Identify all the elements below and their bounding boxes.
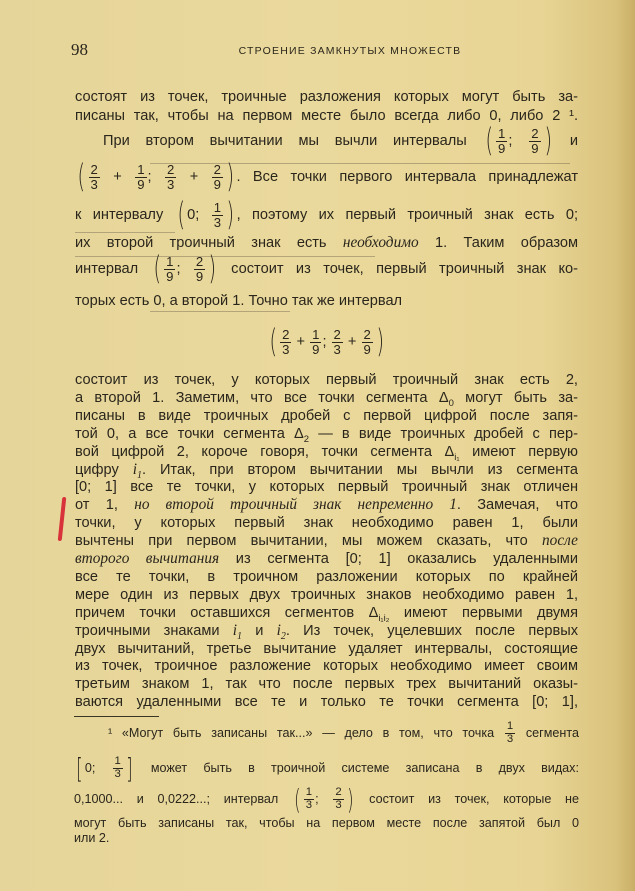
fraction <box>332 328 343 357</box>
running-header: СТРОЕНИЕ ЗАМКНУТЫХ МНОЖЕСТВ <box>238 45 462 57</box>
fraction-numerator: 1 <box>305 786 313 799</box>
bracket: ) <box>346 782 354 816</box>
text-line <box>75 568 578 586</box>
fraction <box>333 787 343 812</box>
text-line <box>75 496 578 514</box>
bracket: ) <box>226 195 235 234</box>
text-run: их второй троичный знак есть <box>75 235 343 251</box>
italic-run: после <box>541 532 578 550</box>
subscripted-symbol <box>444 443 460 463</box>
subscripted-symbol <box>294 425 310 445</box>
bracket: ( <box>485 121 493 160</box>
text-run: 0,1000... и 0,0222...; интервал <box>74 792 292 806</box>
fraction <box>529 127 540 156</box>
text-run: + <box>100 169 135 185</box>
text-line <box>75 478 578 496</box>
fraction-denominator: 9 <box>312 341 320 357</box>
text-run: имеют первыми двумя <box>389 604 578 621</box>
footnote-line <box>74 816 579 831</box>
fraction-denominator: 3 <box>335 799 342 812</box>
text-run: могут быть за- <box>453 389 578 406</box>
text-line <box>75 107 578 125</box>
text-line <box>75 693 578 711</box>
text-run: сегмента <box>516 726 579 740</box>
fraction-numerator: 2 <box>531 125 539 141</box>
subscripted-symbol <box>368 604 390 624</box>
fraction-numerator: 2 <box>195 253 204 269</box>
text-run: из точек, троичное разложение которых необходимо имеет своим <box>75 658 578 675</box>
fraction-denominator: 3 <box>90 176 98 192</box>
bracket: ) <box>208 249 217 288</box>
subscript: i₁i₂ <box>378 612 390 624</box>
italic-run: необходимо <box>342 234 419 251</box>
text-run: состоит из точек, которые не <box>355 792 579 806</box>
fraction <box>362 328 373 357</box>
fraction-denominator: 9 <box>166 268 174 284</box>
fraction-denominator: 9 <box>498 140 506 156</box>
fraction-denominator: 3 <box>114 768 121 781</box>
text-run: а второй 1. Заметим, что все точки сегмента <box>75 389 439 406</box>
text-run: или 2. <box>74 830 110 845</box>
fraction-numerator: 2 <box>282 326 290 342</box>
subscripted-symbol <box>276 621 286 642</box>
text-line <box>75 249 578 288</box>
fraction <box>135 163 146 192</box>
text-line <box>75 657 578 675</box>
text-line <box>75 514 578 532</box>
text-run: . Все точки первого интервала принадлежат <box>236 169 578 185</box>
fraction-numerator: 1 <box>506 720 514 733</box>
text-run: 1. Таким образом <box>418 235 578 251</box>
text-run: ваются удаленными все те и только те точки сегмента [0; 1], <box>75 694 578 711</box>
fraction <box>165 163 176 192</box>
text-run: причем точки оставшихся сегментов <box>75 604 369 621</box>
text-run: и <box>554 133 578 149</box>
text-run: , поэтому их первый троичный знак есть 0; <box>236 207 579 223</box>
page-number: 98 <box>71 40 88 59</box>
subscript: 2 <box>280 630 286 642</box>
text-line <box>75 88 578 106</box>
footnote-separator <box>74 716 159 717</box>
text-run: При втором вычитании мы вычли интервалы <box>103 133 483 149</box>
text-line <box>75 195 579 234</box>
text-line <box>75 604 578 622</box>
fraction-numerator: 2 <box>90 161 98 177</box>
fraction-denominator: 9 <box>531 140 539 156</box>
text-line <box>75 532 578 550</box>
text-line <box>75 389 578 407</box>
text-line <box>75 425 578 443</box>
bracket: ( <box>177 195 185 234</box>
fraction-denominator: 9 <box>195 268 204 284</box>
symbol: Δ <box>444 443 455 460</box>
text-run: цифру <box>75 461 133 478</box>
text-run: к интервалу <box>75 207 175 223</box>
fraction <box>505 721 515 746</box>
bracket: ( <box>269 322 277 361</box>
fraction-denominator: 9 <box>137 176 145 192</box>
italic-run: второго вычитания <box>75 550 220 567</box>
fraction-denominator: 9 <box>363 341 371 357</box>
italic-run: но второй троичный знак непременно 1 <box>134 496 457 514</box>
text-run: троичными знаками <box>75 622 233 639</box>
text-run: ; <box>147 169 164 185</box>
text-line <box>75 407 578 425</box>
text-run: торых есть 0, а второй 1. Точно так же интервал <box>75 293 403 309</box>
bracket: ) <box>544 121 552 160</box>
fraction <box>304 787 314 812</box>
text-run: мере один из первых двух троичных знаков необходимо равен 1, <box>75 586 578 603</box>
fraction-numerator: 2 <box>166 161 175 177</box>
fraction-numerator: 2 <box>333 326 341 342</box>
fraction-denominator: 9 <box>213 176 221 192</box>
text-line <box>75 640 578 658</box>
text-run: 0; <box>84 761 112 775</box>
pencil-underline <box>75 232 175 233</box>
fraction-denominator: 3 <box>506 733 514 746</box>
text-line <box>75 461 578 479</box>
fraction <box>113 756 123 781</box>
symbol: i <box>132 460 137 478</box>
bracket: ( <box>153 249 161 288</box>
text-run: — в виде троичных дробей с пер- <box>309 425 578 442</box>
red-margin-mark <box>58 497 67 541</box>
subscript: 2 <box>303 433 310 445</box>
fraction-numerator: 2 <box>213 161 221 177</box>
fraction <box>89 163 100 192</box>
fraction-denominator: 3 <box>333 341 341 357</box>
text-run: писаны так, чтобы на первом месте было всегда либо 0, либо 2 ¹. <box>75 108 578 124</box>
subscript: i₁ <box>454 451 460 463</box>
text-run: ; <box>508 133 529 149</box>
fraction-denominator: 3 <box>213 214 222 230</box>
text-run: вычтены при первом вычитании, мы можем сказать, что <box>75 533 542 550</box>
text-run: [0; 1] все те точки, у которых первый троичный знак отличен <box>75 479 578 496</box>
bracket: [ <box>76 751 83 785</box>
symbol: Δ <box>294 425 304 442</box>
fraction-denominator: 3 <box>166 176 175 192</box>
symbol: Δ <box>438 389 449 406</box>
text-line <box>75 234 578 252</box>
subscripted-symbol <box>232 621 242 642</box>
text-run: интервал <box>75 261 151 277</box>
text-run: той 0, а все точки сегмента <box>75 425 295 442</box>
text-line <box>75 371 578 389</box>
bracket: ( <box>77 157 86 196</box>
text-run: . Из точек, уцелевших после первых <box>285 622 578 639</box>
subscripted-symbol <box>438 389 454 409</box>
text-run: могут быть записаны так, чтобы на первом месте после запятой был 0 <box>74 815 579 830</box>
fraction-numerator: 2 <box>363 326 371 342</box>
fraction-numerator: 2 <box>335 786 342 799</box>
fraction-numerator: 1 <box>498 125 506 141</box>
footnote-line <box>74 753 579 783</box>
fraction <box>194 255 205 284</box>
text-line <box>75 622 578 640</box>
text-run: писаны в виде троичных дробей с первой цифрой после запя- <box>75 407 578 424</box>
text-run: из сегмента [0; 1] оказались удаленными <box>219 551 578 567</box>
bracket: ) <box>226 157 234 196</box>
bracket: ) <box>376 322 384 361</box>
fraction <box>212 163 223 192</box>
footnote-line <box>74 831 579 846</box>
symbol: Δ <box>368 604 379 621</box>
text-run: + <box>343 334 361 350</box>
bracket: ] <box>125 751 133 785</box>
symbol: i <box>276 621 281 639</box>
text-line <box>103 121 578 160</box>
text-run: ; <box>315 792 333 806</box>
fraction-numerator: 1 <box>213 199 222 215</box>
text-line <box>75 292 578 310</box>
fraction-numerator: 1 <box>137 161 145 177</box>
footnote-line <box>108 718 579 748</box>
text-line <box>75 675 578 693</box>
text-run: и <box>242 622 277 639</box>
subscript: 1 <box>237 630 242 642</box>
text-line <box>75 586 578 604</box>
text-run: состоит из точек, первый троичный знак ко- <box>218 261 578 277</box>
text-run: + <box>177 169 211 185</box>
fraction-denominator: 3 <box>305 799 313 812</box>
text-run: 0; <box>187 207 211 223</box>
text-run: + <box>292 334 310 350</box>
text-run: может быть в троичной системе записана в двух видах: <box>134 761 579 775</box>
text-run: вой цифрой 2, короче говоря, точки сегмента <box>75 443 445 460</box>
text-run: ; <box>176 261 193 277</box>
fraction <box>496 127 507 156</box>
subscripted-symbol <box>132 460 142 481</box>
fraction-numerator: 1 <box>312 326 320 342</box>
text-line <box>75 157 578 196</box>
text-run: ¹ «Могут быть записаны так...» — дело в том, что точка <box>108 726 504 740</box>
text-run: ; <box>322 334 331 350</box>
fraction <box>280 328 291 357</box>
text-run: все те точки, в троичном разложении которых по крайней <box>75 568 578 585</box>
pencil-underline <box>150 311 290 312</box>
text-line <box>75 443 578 461</box>
bracket: ( <box>294 782 301 816</box>
fraction-numerator: 1 <box>166 253 174 269</box>
footnote-line <box>74 784 579 814</box>
text-line <box>75 322 578 361</box>
text-run: точки, у которых первый знак необходимо равен 1, были <box>75 515 578 532</box>
text-line <box>75 550 578 568</box>
fraction <box>212 201 223 230</box>
fraction <box>164 255 175 284</box>
subscript: 1 <box>136 469 142 481</box>
text-run: . Замечая, что <box>456 497 578 514</box>
fraction-numerator: 1 <box>114 755 121 768</box>
text-run: состоят из точек, троичные разложения которых могут быть за- <box>75 89 578 105</box>
symbol: i <box>232 621 238 639</box>
text-run: имеют первую <box>459 443 578 460</box>
fraction-denominator: 3 <box>282 341 290 357</box>
text-run: третьим знаком 1, так что после первых трех вычитаний оказы- <box>75 676 578 693</box>
fraction <box>310 328 321 357</box>
subscript: 0 <box>448 397 454 409</box>
text-run: . Итак, при втором вычитании мы вычли из сегмента <box>141 461 578 478</box>
text-run: состоит из точек, у которых первый троичный знак есть 2, <box>75 372 578 388</box>
text-run: от 1, <box>75 497 135 514</box>
text-run: двух вычитаний, третье вычитание удаляет интервалы, состоящие <box>75 640 578 657</box>
